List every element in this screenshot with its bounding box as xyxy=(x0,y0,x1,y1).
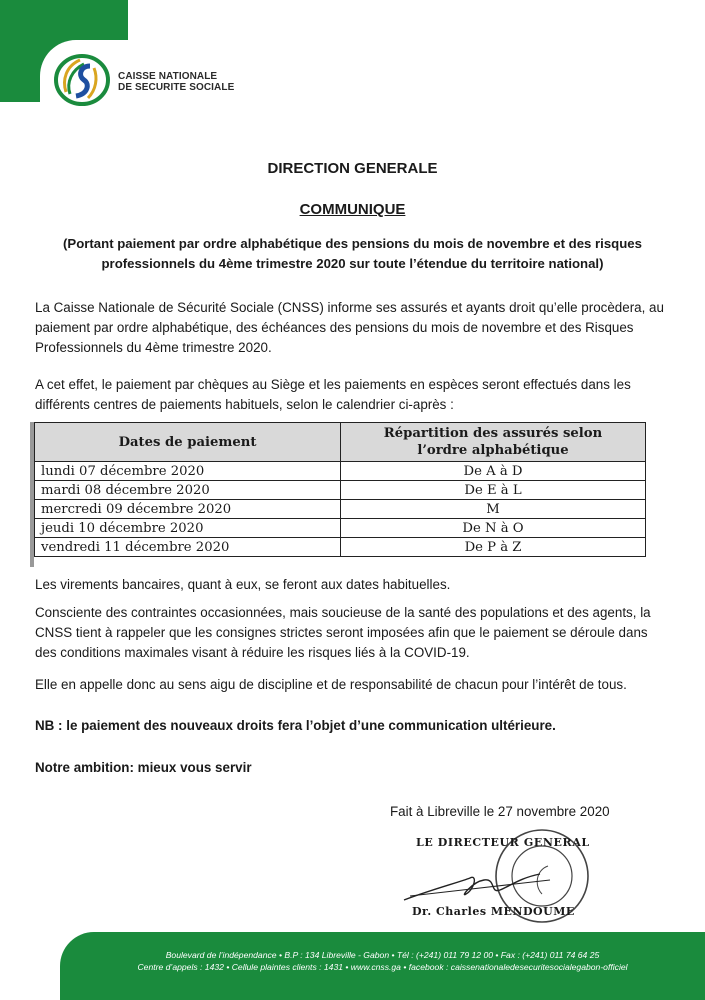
page-title: DIRECTION GENERALE xyxy=(267,160,438,177)
column-header-dates: Dates de paiement xyxy=(35,423,341,462)
table-cell-date: vendredi 11 décembre 2020 xyxy=(35,538,341,557)
payment-schedule-table xyxy=(34,422,646,557)
table-row xyxy=(35,462,646,481)
footer-contacts: Centre d’appels : 1432 • Cellule plaintes clients : 1431 • www.cnss.ga • facebook : caissenationaledesecuritesocialegabon-officiel xyxy=(137,962,628,972)
org-name xyxy=(118,71,234,93)
paragraph-line: Les virements bancaires, quant à eux, se feront aux dates habituelles. xyxy=(35,577,451,592)
paragraph-bank-transfers xyxy=(35,575,670,595)
ambition-statement: Notre ambition: mieux vous servir xyxy=(35,760,252,775)
table-cell-date: lundi 07 décembre 2020 xyxy=(35,462,341,481)
subject-line-1: (Portant paiement par ordre alphabétique des pensions du mois de novembre et des risques xyxy=(63,236,642,251)
footer-band xyxy=(60,932,705,1000)
column-header-distribution xyxy=(341,423,646,462)
footer-address: Boulevard de l’indépendance • B.P : 134 Libreville - Gabon • Tél : (+241) 011 79 12 00 • Fax : (+241) 011 74 64 25 xyxy=(165,950,600,960)
cnss-logo-icon xyxy=(52,52,112,108)
org-name-line1: CAISSE NATIONALE xyxy=(118,71,218,82)
paragraph-appeal xyxy=(35,675,670,695)
table-row xyxy=(35,500,646,519)
table-cell-range: M xyxy=(341,500,646,519)
paragraph-line: différents centres de paiements habituels, selon le calendrier ci-après : xyxy=(35,397,454,412)
subject-line xyxy=(30,234,675,274)
paragraph-line: paiement par ordre alphabétique, des échéances des pensions du mois de novembre et des Risques xyxy=(35,320,634,335)
subject-line-2: professionnels du 4ème trimestre 2020 sur toute l’étendue du territoire national) xyxy=(101,256,604,271)
paragraph-line: Elle en appelle donc au sens aigu de discipline et de responsabilité de chacun pour l’intérêt de tous. xyxy=(35,677,627,692)
table-cell-date: mercredi 09 décembre 2020 xyxy=(35,500,341,519)
table-row xyxy=(35,519,646,538)
paragraph-intro xyxy=(35,298,670,358)
table-cell-range: De A à D xyxy=(341,462,646,481)
paragraph-covid xyxy=(35,603,670,663)
place-and-date: Fait à Libreville le 27 novembre 2020 xyxy=(390,804,610,819)
org-name-line2: DE SECURITE SOCIALE xyxy=(118,82,235,93)
table-cell-date: mardi 08 décembre 2020 xyxy=(35,481,341,500)
nb-note: NB : le paiement des nouveaux droits fera l’objet d’une communication ultérieure. xyxy=(35,718,556,733)
table-row xyxy=(35,481,646,500)
table-header-row xyxy=(35,423,646,462)
paragraph-line: CNSS tient à rappeler que les consignes strictes seront imposées afin que le paiement se déroule dans xyxy=(35,625,648,640)
paragraph-line: Consciente des contraintes occasionnées, mais soucieuse de la santé des populations et des agents, la xyxy=(35,605,651,620)
table-cell-range: De E à L xyxy=(341,481,646,500)
document-type-heading: COMMUNIQUE xyxy=(299,201,406,218)
paragraph-line: des conditions maximales visant à réduire les risques liés à la COVID-19. xyxy=(35,645,470,660)
column-header-line: Répartition des assurés selon xyxy=(383,426,603,441)
signatory-name: Dr. Charles MENDOUME xyxy=(412,905,575,918)
table-cell-range: De P à Z xyxy=(341,538,646,557)
paragraph-line: A cet effet, le paiement par chèques au Siège et les paiements en espèces seront effectués dans les xyxy=(35,377,631,392)
signature-icon xyxy=(400,860,570,910)
column-header-line: l’ordre alphabétique xyxy=(417,443,569,458)
table-cell-range: De N à O xyxy=(341,519,646,538)
paragraph-line: La Caisse Nationale de Sécurité Sociale (CNSS) informe ses assurés et ayants droit qu’elle procèdera, au xyxy=(35,300,664,315)
paragraph-line: Professionnels du 4ème trimestre 2020. xyxy=(35,340,272,355)
table-row xyxy=(35,538,646,557)
paragraph-schedule-intro xyxy=(35,375,670,415)
signatory-title: LE DIRECTEUR GENERAL xyxy=(416,836,590,849)
table-cell-date: jeudi 10 décembre 2020 xyxy=(35,519,341,538)
